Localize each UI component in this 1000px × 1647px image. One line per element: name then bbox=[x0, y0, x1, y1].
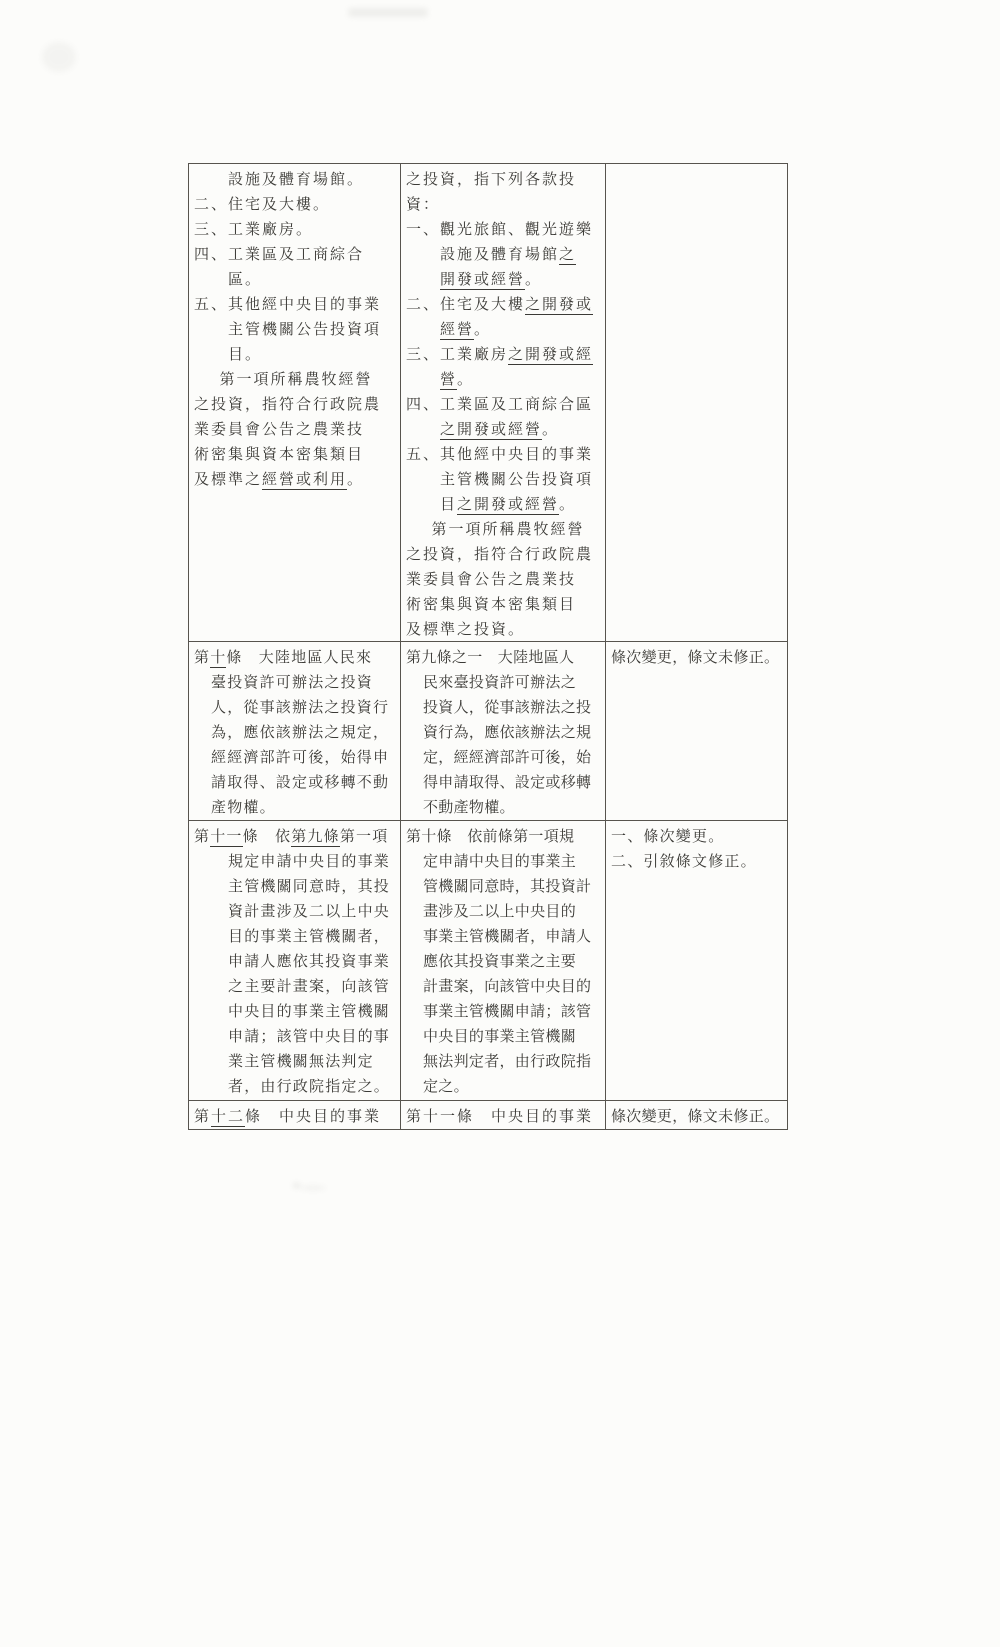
scan-artifact bbox=[293, 1183, 300, 1188]
text-line bbox=[406, 518, 600, 543]
text-segment: 中央目的事業主管機關 bbox=[228, 1004, 391, 1020]
text-line bbox=[194, 696, 395, 721]
text-segment: 畫涉及二以上中央目的 bbox=[423, 904, 577, 920]
text-line bbox=[611, 825, 782, 850]
text-segment: 規定申請中央目的事業 bbox=[228, 854, 391, 870]
text-segment: 條次變更，條文未修正。 bbox=[611, 650, 780, 666]
text-line bbox=[194, 193, 395, 218]
text-segment: 五、其他經中央目的事業 bbox=[194, 297, 382, 313]
table-cell bbox=[189, 164, 400, 641]
table-cell bbox=[400, 164, 605, 641]
text-line bbox=[406, 1025, 600, 1050]
text-segment: 設施及體育場館。 bbox=[228, 172, 365, 188]
text-line bbox=[406, 646, 600, 671]
text-segment: 民來臺投資許可辦法之 bbox=[423, 675, 577, 691]
text-line bbox=[194, 468, 395, 493]
text-line bbox=[406, 825, 600, 850]
text-segment: 投資人，從事該辦法之投 bbox=[423, 700, 592, 716]
text-line bbox=[406, 193, 600, 218]
table-cell bbox=[189, 642, 400, 820]
text-line bbox=[406, 975, 600, 1000]
text-line bbox=[406, 850, 600, 875]
text-line bbox=[194, 418, 395, 443]
text-segment: 之主要計畫案，向該管 bbox=[228, 979, 391, 995]
text-segment: 者，由行政院指定之。 bbox=[228, 1079, 391, 1095]
text-segment: 人，從事該辦法之投資行 bbox=[211, 700, 390, 716]
text-segment: 。 bbox=[347, 472, 365, 488]
text-segment: 事業主管機關申請；該管 bbox=[423, 1004, 592, 1020]
text-segment: 三、工業廠房。 bbox=[194, 222, 314, 238]
text-line bbox=[406, 493, 600, 518]
text-segment: 目 bbox=[440, 497, 458, 513]
table-cell bbox=[605, 164, 787, 641]
text-segment: 主管機關公告投資項 bbox=[228, 322, 382, 338]
text-line bbox=[194, 900, 395, 925]
text-line bbox=[194, 950, 395, 975]
text-line bbox=[194, 218, 395, 243]
text-line bbox=[406, 671, 600, 696]
text-line bbox=[406, 618, 600, 641]
text-line bbox=[406, 243, 600, 268]
text-segment: 之投資，指下列各款投 bbox=[406, 172, 577, 188]
text-segment: 申請；該管中央目的事 bbox=[228, 1029, 391, 1045]
text-segment: 術密集與資本密集類目 bbox=[194, 447, 365, 463]
text-line bbox=[406, 771, 600, 796]
text-line bbox=[611, 646, 782, 671]
text-segment: 條 依 bbox=[242, 829, 292, 845]
text-segment: 資計畫涉及二以上中央 bbox=[228, 904, 391, 920]
text-line bbox=[194, 796, 395, 820]
scan-artifact bbox=[42, 42, 76, 72]
text-segment: 第九條之一 大陸地區人 bbox=[406, 650, 575, 666]
text-line bbox=[406, 318, 600, 343]
text-segment: 業委員會公告之農業技 bbox=[406, 572, 577, 588]
text-line bbox=[406, 443, 600, 468]
text-line bbox=[194, 671, 395, 696]
text-line bbox=[406, 875, 600, 900]
table-cell bbox=[400, 821, 605, 1100]
underlined-segment: 十一 bbox=[210, 829, 243, 845]
text-segment: 第一項 bbox=[339, 829, 389, 845]
text-segment: 。 bbox=[457, 372, 475, 388]
text-segment: 四、工業區及工商綜合區 bbox=[406, 397, 594, 413]
table-cell bbox=[400, 642, 605, 820]
text-line bbox=[194, 168, 395, 193]
text-line bbox=[406, 368, 600, 393]
text-segment: 目。 bbox=[228, 347, 263, 363]
scan-artifact bbox=[300, 1186, 326, 1190]
text-line bbox=[406, 218, 600, 243]
text-segment: 計畫案，向該管中央目的 bbox=[423, 979, 592, 995]
text-segment: 申請人應依其投資事業 bbox=[228, 954, 391, 970]
text-line bbox=[194, 318, 395, 343]
text-segment: 中央目的事業主管機關 bbox=[423, 1029, 577, 1045]
underlined-segment: 第九條 bbox=[291, 829, 340, 845]
text-line bbox=[194, 1075, 395, 1100]
text-segment: 無法判定者，由行政院指 bbox=[423, 1054, 592, 1070]
text-segment: 。 bbox=[559, 497, 577, 513]
text-line bbox=[406, 418, 600, 443]
text-segment: 。 bbox=[525, 272, 543, 288]
text-segment: 第 bbox=[194, 650, 211, 666]
text-segment: 三、工業廠房 bbox=[406, 347, 509, 363]
text-line bbox=[194, 721, 395, 746]
table-row bbox=[189, 164, 787, 641]
table-cell bbox=[189, 821, 400, 1100]
text-segment: 目的事業主管機關者， bbox=[228, 929, 391, 945]
underlined-segment: 之 bbox=[559, 247, 577, 263]
text-line bbox=[611, 850, 782, 875]
text-segment: 及標準之 bbox=[194, 472, 263, 488]
text-segment: 請取得、設定或移轉不動 bbox=[211, 775, 390, 791]
table-cell bbox=[400, 1101, 605, 1129]
text-segment: 定，經經濟部許可後，始 bbox=[423, 750, 592, 766]
table-row bbox=[189, 641, 787, 820]
text-line bbox=[194, 646, 395, 671]
underlined-segment: 之開發或經營 bbox=[457, 497, 560, 513]
text-segment: 四、工業區及工商綜合 bbox=[194, 247, 365, 263]
underlined-segment: 之開發或經營 bbox=[440, 422, 543, 438]
text-line bbox=[406, 568, 600, 593]
text-segment: 業主管機關無法判定 bbox=[228, 1054, 374, 1070]
text-line bbox=[194, 443, 395, 468]
table-row bbox=[189, 820, 787, 1100]
text-line bbox=[194, 268, 395, 293]
text-line bbox=[194, 1025, 395, 1050]
text-line bbox=[194, 771, 395, 796]
text-segment: 條 大陸地區人民來 bbox=[226, 650, 373, 666]
text-segment: 經經濟部許可後，始得申 bbox=[211, 750, 390, 766]
text-segment: 資行為，應依該辦法之規 bbox=[423, 725, 592, 741]
text-line bbox=[406, 468, 600, 493]
table-cell bbox=[605, 821, 787, 1100]
text-line bbox=[194, 243, 395, 268]
text-line bbox=[194, 393, 395, 418]
text-segment: 第 bbox=[194, 1109, 212, 1125]
text-segment: 臺投資許可辦法之投資 bbox=[211, 675, 374, 691]
text-line bbox=[406, 721, 600, 746]
text-segment: 定申請中央目的事業主 bbox=[423, 854, 577, 870]
text-segment: 。 bbox=[542, 422, 560, 438]
text-segment: 資： bbox=[406, 197, 441, 213]
text-line bbox=[194, 343, 395, 368]
text-line bbox=[194, 746, 395, 771]
text-segment: 主管機關同意時，其投 bbox=[228, 879, 391, 895]
text-line bbox=[406, 696, 600, 721]
text-line bbox=[406, 293, 600, 318]
text-line bbox=[406, 746, 600, 771]
text-segment: 不動產物權。 bbox=[423, 800, 515, 816]
text-line bbox=[194, 825, 395, 850]
text-line bbox=[406, 168, 600, 193]
text-line bbox=[406, 268, 600, 293]
text-line bbox=[406, 1050, 600, 1075]
text-segment: 之投資，指符合行政院農 bbox=[194, 397, 382, 413]
text-line bbox=[194, 293, 395, 318]
text-line bbox=[406, 593, 600, 618]
text-line bbox=[194, 925, 395, 950]
underlined-segment: 營 bbox=[440, 372, 458, 388]
underlined-segment: 之開發或經 bbox=[508, 347, 594, 363]
text-segment: 定之。 bbox=[423, 1079, 469, 1095]
text-segment: 為，應依該辦法之規定， bbox=[211, 725, 390, 741]
underlined-segment: 經營或利用 bbox=[262, 472, 348, 488]
text-segment: 第十一條 中央目的事業 bbox=[406, 1109, 594, 1125]
text-line bbox=[406, 925, 600, 950]
text-line bbox=[406, 796, 600, 820]
text-line bbox=[406, 950, 600, 975]
text-segment: 設施及體育場館 bbox=[440, 247, 560, 263]
text-segment: 得申請取得、設定或移轉 bbox=[423, 775, 592, 791]
underlined-segment: 開發或經營 bbox=[440, 272, 526, 288]
text-line bbox=[194, 875, 395, 900]
scan-artifact bbox=[348, 8, 428, 17]
text-line bbox=[194, 975, 395, 1000]
text-segment: 條次變更，條文未修正。 bbox=[611, 1109, 780, 1125]
table-cell bbox=[605, 642, 787, 820]
text-segment: 術密集與資本密集類目 bbox=[406, 597, 577, 613]
text-segment: 第一項所稱農牧經營 bbox=[431, 522, 585, 538]
text-segment: 區。 bbox=[228, 272, 263, 288]
underlined-segment: 十 bbox=[210, 650, 227, 666]
comparison-table bbox=[188, 163, 788, 1130]
text-line bbox=[406, 900, 600, 925]
text-segment: 應依其投資事業之主要 bbox=[423, 954, 577, 970]
text-segment: 管機關同意時，其投資計 bbox=[423, 879, 592, 895]
text-segment: 二、引敘條文修正。 bbox=[611, 854, 757, 870]
text-segment: 。 bbox=[474, 322, 492, 338]
text-line bbox=[406, 343, 600, 368]
text-segment: 事業主管機關者，申請人 bbox=[423, 929, 592, 945]
text-segment: 產物權。 bbox=[211, 800, 276, 816]
underlined-segment: 經營 bbox=[440, 322, 475, 338]
text-segment: 條 中央目的事業 bbox=[245, 1109, 382, 1125]
text-segment: 第 bbox=[194, 829, 211, 845]
text-segment: 之投資，指符合行政院農 bbox=[406, 547, 594, 563]
text-line bbox=[194, 1000, 395, 1025]
text-line bbox=[406, 393, 600, 418]
text-segment: 二、住宅及大樓 bbox=[406, 297, 526, 313]
text-line bbox=[194, 850, 395, 875]
text-line bbox=[194, 368, 395, 393]
text-segment: 業委員會公告之農業技 bbox=[194, 422, 365, 438]
text-line bbox=[406, 1075, 600, 1100]
text-line bbox=[194, 1105, 395, 1129]
text-segment: 主管機關公告投資項 bbox=[440, 472, 594, 488]
text-line bbox=[406, 1000, 600, 1025]
table-row bbox=[189, 1100, 787, 1129]
text-line bbox=[611, 1105, 782, 1129]
text-segment: 一、觀光旅館、觀光遊樂 bbox=[406, 222, 594, 238]
text-segment: 第一項所稱農牧經營 bbox=[219, 372, 373, 388]
text-segment: 第十條 依前條第一項規 bbox=[406, 829, 575, 845]
text-line bbox=[406, 543, 600, 568]
text-line bbox=[194, 1050, 395, 1075]
table-cell bbox=[189, 1101, 400, 1129]
underlined-segment: 十二 bbox=[211, 1109, 246, 1125]
text-segment: 一、條次變更。 bbox=[611, 829, 725, 845]
table-cell bbox=[605, 1101, 787, 1129]
underlined-segment: 之開發或 bbox=[525, 297, 594, 313]
text-segment: 五、其他經中央目的事業 bbox=[406, 447, 594, 463]
text-line bbox=[406, 1105, 600, 1129]
text-segment: 及標準之投資。 bbox=[406, 622, 526, 638]
text-segment: 二、住宅及大樓。 bbox=[194, 197, 331, 213]
